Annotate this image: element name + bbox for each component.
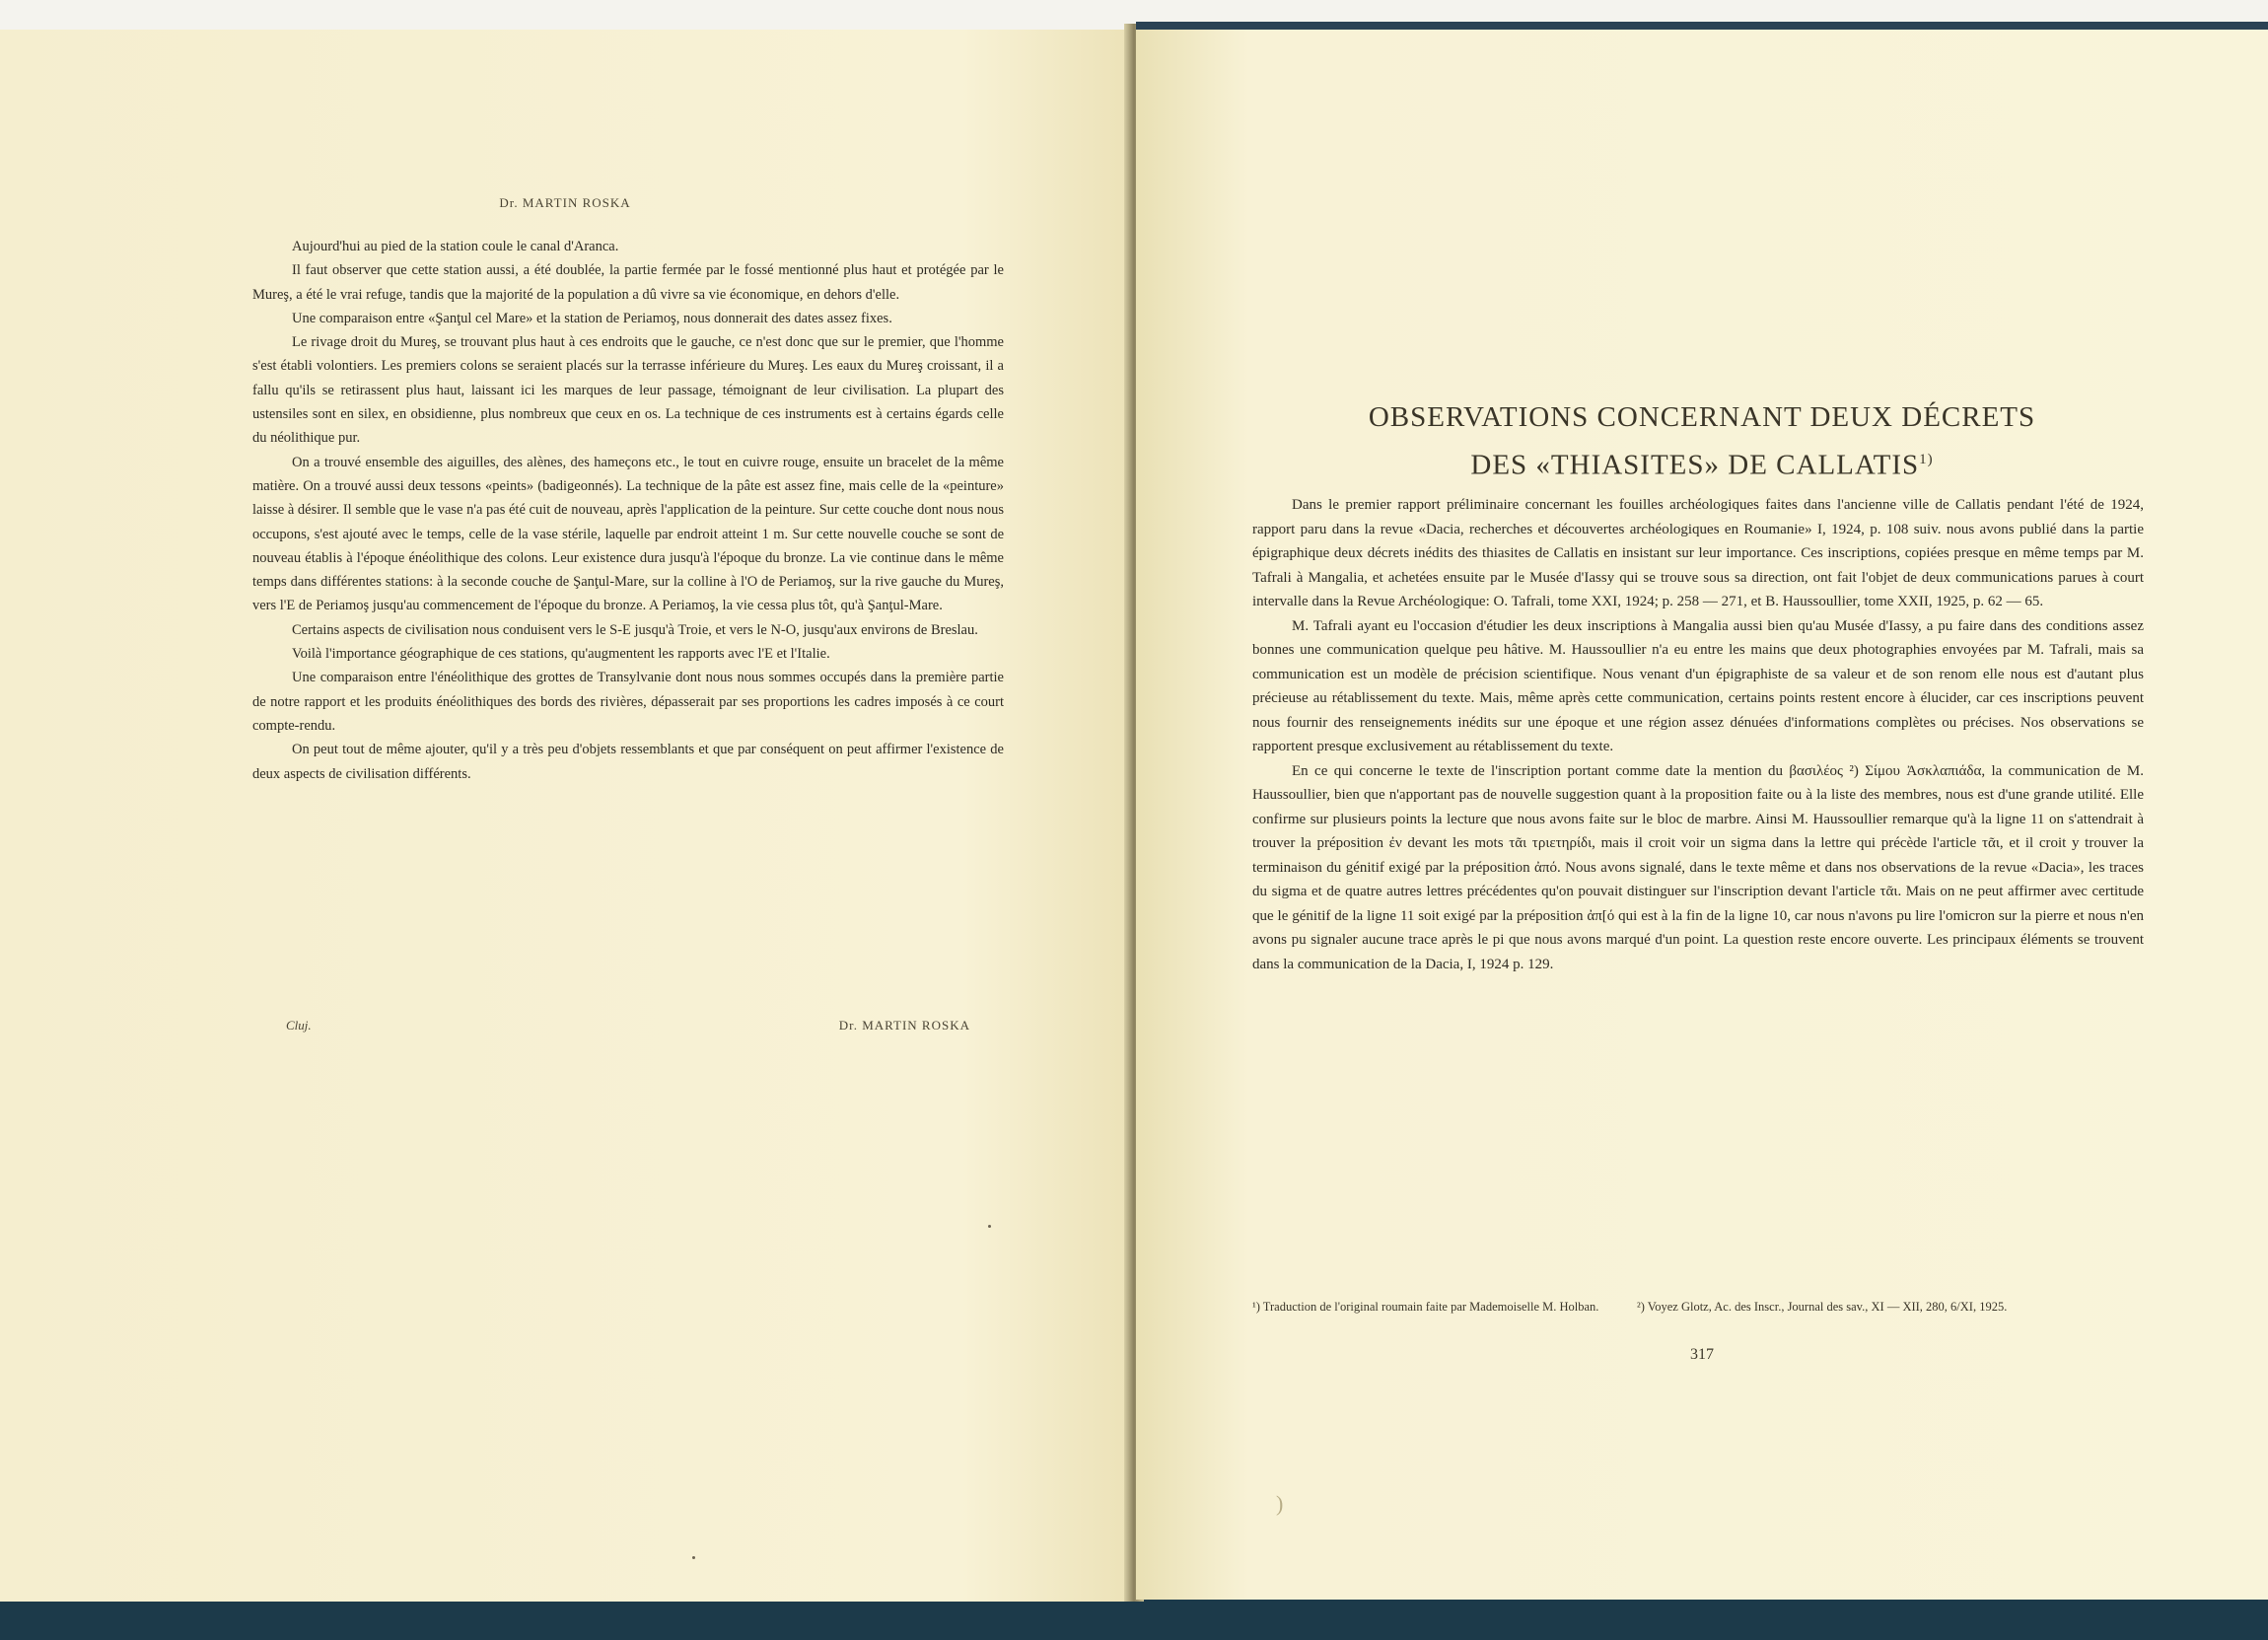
- page-number: 317: [1690, 1346, 1714, 1363]
- speck-mark: [988, 1225, 991, 1228]
- signoff-city: Cluj.: [286, 1018, 312, 1033]
- right-page: [1136, 22, 2268, 1600]
- paragraph: En ce qui concerne le texte de l'inscription portant comme date la mention du βασιλέος ²) Σίμου Ἀσκλαπιάδα, la communication de M. Haussoullier, bien que n'apportant pas de nouvelle suggestion quant à la proposition faite ou à la liste des membres, nous est d'une grande utilité. Elle confirme sur plusieurs points la lecture que nous avons faite sur le bloc de marbre. Ainsi M. Haussoullier remarque qu'à la ligne 11 on s'attendrait à trouver la préposition ἐν devant les mots τᾶι τριετηρίδι, mais il croit voir un sigma dans la lettre qui précède l'article τᾶι, et il croit y trouver la terminaison du génitif exigé par la préposition ἀπό. Nous avons signalé, dans le texte même et dans nos observations de la revue «Dacia», les traces du sigma et de quatre autres lettres précédentes qu'on pouvait distinguer sur l'inscription devant l'article τᾶι. Mais on ne peut affirmer avec certitude que le génitif de la ligne 11 soit exigé par la préposition ἀπ[ό qui est à la fin de la ligne 10, car nous n'avons pu lire l'omicron sur la pierre et nous n'en avons pu signaler aucune trace après le pi que nous avons marqué d'un point. La question reste encore ouverte. Les principaux éléments se trouvent dans la communication de la Dacia, I, 1924 p. 129.: [1252, 762, 2144, 972]
- running-header: Dr. MARTIN ROSKA: [499, 195, 631, 210]
- title-line-2: [1136, 439, 2268, 487]
- paragraph: Voilà l'importance géographique de ces stations, qu'augmentent les rapports avec l'E et l'Italie.: [292, 646, 830, 663]
- signoff: [286, 1018, 970, 1041]
- paragraph: Certains aspects de civilisation nous conduisent vers le S-E jusqu'à Troie, et vers le N-O, jusqu'aux environs de Breslau.: [292, 621, 978, 638]
- pencil-mark: ): [1276, 1491, 1284, 1516]
- right-article-body: [1252, 493, 2144, 976]
- paragraph: Une comparaison entre l'énéolithique des grottes de Transylvanie dont nous nous sommes occupés dans la première partie de notre rapport et les produits énéolithiques des bords des rivières, dépasserait par ses proportions les cadres imposés à ce court compte-rendu.: [252, 670, 1004, 734]
- footnote-1: ¹) Traduction de l'original roumain faite par Mademoiselle M. Holban.: [1252, 1300, 1599, 1314]
- paragraph: Le rivage droit du Mureş, se trouvant plus haut à ces endroits que le gauche, ce n'est donc que sur le premier, que l'homme s'est établi volontiers. Les premiers colons se seraient placés sur la terrasse inférieure du Mureş. Les eaux du Mureş croissant, il a fallu qu'ils se retirassent plus haut, laissant ici les marques de leur passage, témoignant de leur civilisation. La plupart des ustensiles sont en silex, en obsidienne, plus nombreux que ceux en os. La technique de ces instruments est à certains égards celle du néolithique pur.: [252, 334, 1004, 447]
- title-footnote-marker: 1): [1919, 452, 1934, 467]
- paragraph: Aujourd'hui au pied de la station coule le canal d'Aranca.: [292, 239, 619, 254]
- left-article-body: [252, 235, 1004, 786]
- paragraph: Une comparaison entre «Şanţul cel Mare» et la station de Periamoş, nous donnerait des dates assez fixes.: [292, 310, 892, 326]
- paragraph: On a trouvé ensemble des aiguilles, des alènes, des hameçons etc., le tout en cuivre rouge, ensuite un bracelet de la même matière. On a trouvé aussi deux tessons «peints» (badigeonnés). La technique de la pâte est assez fine, mais celle de la «peinture» laisse à désirer. Il semble que le vase n'a pas été cuit de nouveau, après l'application de la peinture. Sur cette couche dont nous nous occupons, s'est ajouté avec le temps, celle de la vase stérile, laquelle par endroit atteint 1 m. Sur cette nouvelle couche se sont de nouveau établis à l'époque énéolithique des colons. Leur existence dura jusqu'à l'époque du bronze. La vie continue dans le même temps dans différentes stations: à la seconde couche de Şanţul-Mare, sur la colline à l'O de Periamoş, sur la rive gauche du Mureş, vers l'E de Periamoş jusqu'au commencement de l'époque du bronze. A Periamoş, la vie cessa plus tôt, qu'à Şanţul-Mare.: [252, 454, 1004, 614]
- paragraph: On peut tout de même ajouter, qu'il y a très peu d'objets ressemblants et que par conséquent on peut affirmer l'existence de deux aspects de civilisation différents.: [252, 742, 1004, 782]
- title-line-2-text: DES «THIASITES» DE CALLATIS: [1470, 449, 1920, 481]
- title-line-1: OBSERVATIONS CONCERNANT DEUX DÉCRETS: [1368, 401, 2036, 433]
- footnote-2: ²) Voyez Glotz, Ac. des Inscr., Journal des sav., XI — XII, 280, 6/XI, 1925.: [1637, 1300, 2008, 1314]
- article-title: [1136, 396, 2268, 487]
- left-page: [0, 30, 1130, 1602]
- speck-mark: [692, 1556, 695, 1559]
- paragraph: Il faut observer que cette station aussi, a été doublée, la partie fermée par le fossé mentionné plus haut et protégée par le Mureş, a été le vrai refuge, tandis que la majorité de la population a dû vivre sa vie économique, en dehors d'elle.: [252, 262, 1004, 303]
- paragraph: M. Tafrali ayant eu l'occasion d'étudier les deux inscriptions à Mangalia aussi bien qu'au Musée d'Iassy, a pu faire dans des conditions assez bonnes une communication quelque peu hâtive. M. Haussoullier n'a eu entre les mains que deux photographies envoyées par M. Tafrali, mais sa communication est un modèle de précision scientifique. Nous venant d'un épigraphiste de sa valeur et de son renom elle nous est d'autant plus précieuse au rétablissement du texte. Mais, même après cette communication, certains points restent encore à élucider, car ces inscriptions peuvent nous fournir des renseignements inédits sur une époque et une région assez dénuées d'informations complètes ou précises. Nos observations se rapportent presque exclusivement au rétablissement du texte.: [1252, 617, 2144, 754]
- paragraph: Dans le premier rapport préliminaire concernant les fouilles archéologiques faites dans l'ancienne ville de Callatis pendant l'été de 1924, rapport paru dans la revue «Dacia, recherches et découvertes archéologiques en Roumanie» I, 1924, p. 108 suiv. nous avons publié dans la partie épigraphique deux décrets inédits des thiasites de Callatis en insistant sur leur importance. Ces inscriptions, copiées presque en même temps par M. Tafrali à Mangalia, et achetées ensuite par le Musée d'Iassy qui se trouve sous sa direction, ont fait l'objet de deux communications parues à court intervalle dans la Revue Archéologique: O. Tafrali, tome XXI, 1924; p. 258 — 271, et B. Haussoullier, tome XXII, 1925, p. 62 — 65.: [1252, 497, 2144, 609]
- signoff-author: Dr. MARTIN ROSKA: [838, 1018, 970, 1033]
